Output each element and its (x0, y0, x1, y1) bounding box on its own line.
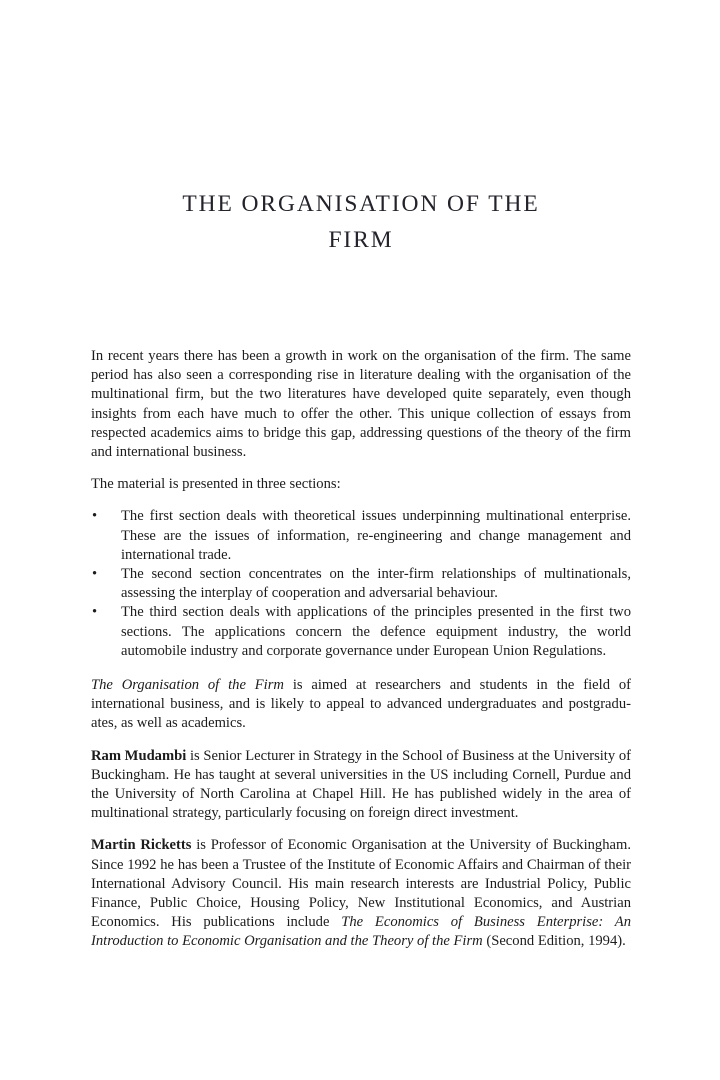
page-title (91, 186, 631, 258)
paragraph-author-ricketts (91, 836, 631, 951)
paragraph-sections-lead-in: The material is presented in three sections: (91, 476, 341, 493)
page-title-line-1: THE ORGANISATION OF THE (182, 191, 540, 217)
list-item-text: The third section deals with applications of the principles presented in the first two sections. The applications concern the defence equipment industry, the world automobile industry and corporate governance under European Union Regulations. (121, 604, 631, 659)
page-title-line-2: FIRM (328, 227, 394, 253)
author-bio-mudambi: is Senior Lecturer in Strategy in the School of Business at the University of Buckingham. He has taught at several universities in the US including Cornell, Purdue and the University of North Carolina at Chapel Hill. He has published widely in the area of multinational strategy, particularly focusing on foreign direct investment. (91, 747, 631, 822)
book-title-emphasis: The Organisation of the Firm (91, 677, 284, 694)
list-item-text: The second section concentrates on the inter-firm relationships of multinationals, assessing the interplay of cooperation and adversarial behaviour. (121, 566, 631, 602)
list-item (91, 603, 631, 661)
paragraph-audience (91, 676, 631, 734)
list-item (91, 507, 631, 565)
bullet-marker-icon: • (92, 604, 98, 621)
paragraph-intro: In recent years there has been a growth in work on the organisation of the firm. The same period has also seen a corresponding rise in literature dealing with the organisation of the multinational firm, but the two literatures have developed quite separately, even though insights from each have much to offer the other. This unique collection of essays from respected academics aims to bridge this gap, addressing questions of the theory of the firm and international business. (91, 348, 631, 461)
author-bio-ricketts-part2: (Second Edition, 1994). (482, 933, 626, 950)
sections-bullet-list (91, 507, 631, 661)
document-body (91, 347, 631, 952)
author-bio-ricketts-part1: is Professor of Economic Organisation at the University of Buckingham. Since 1992 he has been a Trustee of the Institute of Economic Affairs and Chairman of their International Advisory Council. His main research interests are Industrial Policy, Public Finance, Public Choice, Housing Policy, New Institutional Economics, and Austrian Economics. His publications include (91, 837, 631, 931)
list-item (91, 565, 631, 603)
author-name-ricketts: Martin Ricketts (91, 837, 192, 854)
paragraph-audience-text: is aimed at researchers and students in the field of international business, and is likely to appeal to advanced undergraduates and postgradu-ates, as well as academics. (91, 677, 631, 732)
publication-title-emphasis: The Economics of Business Enterprise: An Introduction to Economic Organisation and the Theory of the Firm (91, 914, 632, 950)
bullet-marker-icon: • (92, 566, 98, 583)
bullet-marker-icon: • (92, 508, 98, 525)
paragraph-author-mudambi (91, 747, 631, 824)
author-name-mudambi: Ram Mudambi (91, 747, 187, 764)
list-item-text: The first section deals with theoretical issues underpinning multinational enterprise. These are the issues of information, re-engineering and change management and international trade. (121, 508, 631, 563)
